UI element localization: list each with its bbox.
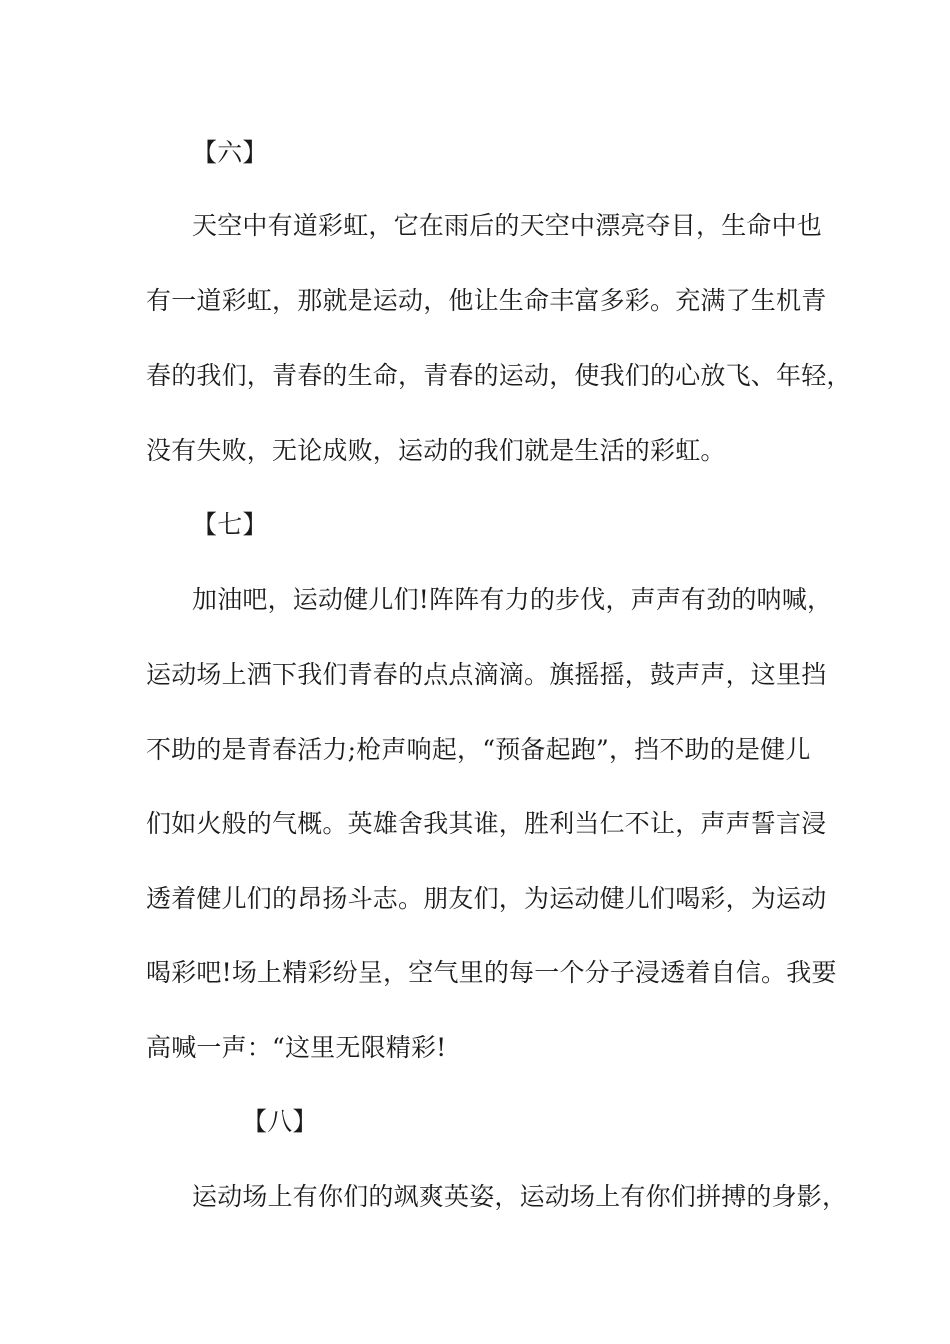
paragraph-line: 天空中有道彩虹，它在雨后的天空中漂亮夺目，生命中也 bbox=[192, 211, 823, 240]
section-heading-7: 【七】 bbox=[192, 510, 268, 539]
paragraph-line: 加油吧，运动健儿们!阵阵有力的步伐，声声有劲的呐喊， bbox=[192, 585, 833, 614]
paragraph-line: 运动场上洒下我们青春的点点滴滴。旗摇摇，鼓声声，这里挡 bbox=[146, 660, 827, 689]
section-heading-6: 【六】 bbox=[192, 138, 268, 167]
paragraph-line: 高喊一声：“这里无限精彩! bbox=[146, 1033, 447, 1062]
paragraph-line: 不助的是青春活力;枪声响起，“预备起跑”，挡不助的是健儿 bbox=[146, 735, 811, 764]
paragraph-line: 运动场上有你们的飒爽英姿，运动场上有你们拼搏的身影， bbox=[192, 1182, 848, 1211]
paragraph-line: 喝彩吧!场上精彩纷呈，空气里的每一个分子浸透着自信。我要 bbox=[146, 958, 837, 987]
section-heading-8: 【八】 bbox=[242, 1107, 318, 1136]
paragraph-line: 春的我们，青春的生命，青春的运动，使我们的心放飞、年轻， bbox=[146, 361, 852, 390]
paragraph-line: 透着健儿们的昂扬斗志。朋友们，为运动健儿们喝彩，为运动 bbox=[146, 884, 827, 913]
paragraph-line: 没有失败，无论成败，运动的我们就是生活的彩虹。 bbox=[146, 436, 726, 465]
paragraph-line: 们如火般的气概。英雄舍我其谁，胜利当仁不让，声声誓言浸 bbox=[146, 809, 827, 838]
paragraph-line: 有一道彩虹，那就是运动，他让生命丰富多彩。充满了生机青 bbox=[146, 286, 827, 315]
